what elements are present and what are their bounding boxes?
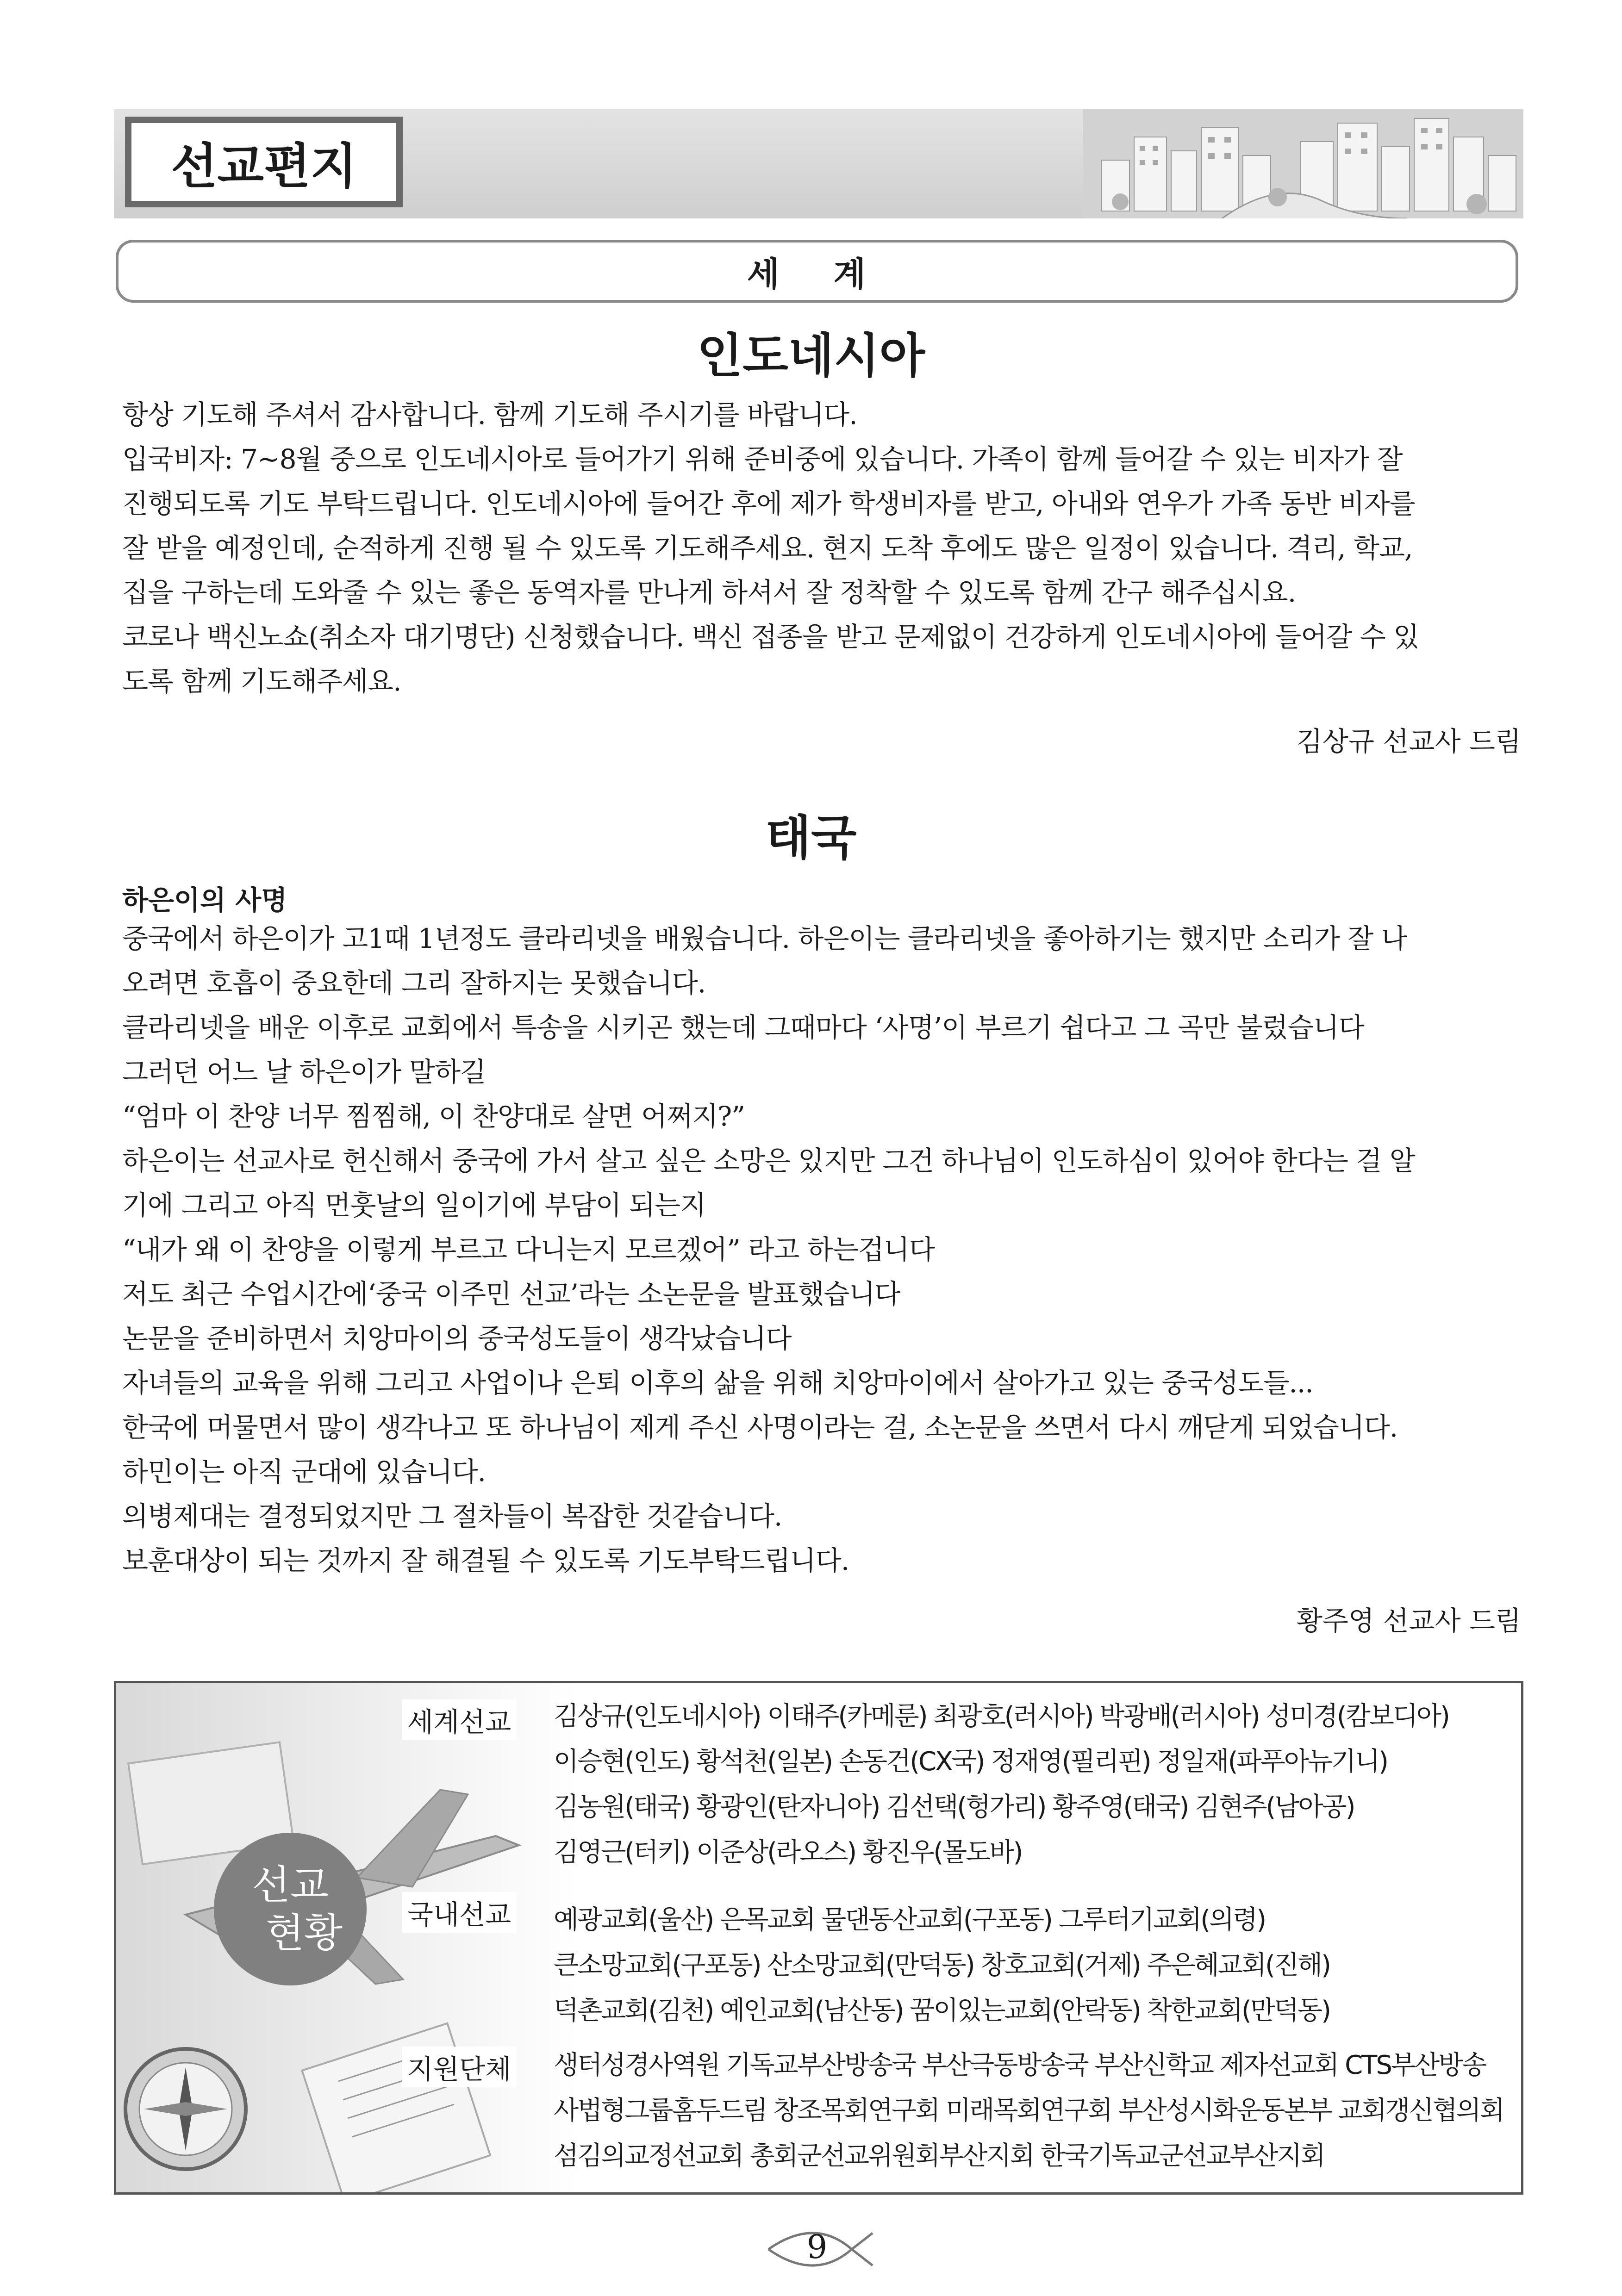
section-title-indonesia: 인도네시아 <box>697 329 925 384</box>
signature-indonesia: 김상규 선교사 드림 <box>1296 726 1521 757</box>
thailand-line: 그러던 어느 날 하은이가 말하길 <box>122 1056 486 1088</box>
thailand-line: 클라리넷을 배운 이후로 교회에서 특송을 시키곤 했는데 그때마다 ‘사명’이 부르기 쉽다고 그 곡만 불렀습니다 <box>122 1012 1364 1043</box>
world-mission-line: 김상규(인도네시아) 이태주(카메룬) 최광호(러시아) 박광배(러시아) 성미경(캄보디아) <box>554 1701 1449 1731</box>
signature-thailand: 황주영 선교사 드림 <box>1296 1605 1521 1636</box>
indonesia-line: 집을 구하는데 도와줄 수 있는 좋은 동역자를 만나게 하셔서 잘 정착할 수 있도록 함께 간구 해주십시요. <box>122 577 1296 608</box>
world-mission-line: 김농원(태국) 황광인(탄자니아) 김선택(헝가리) 황주영(태국) 김현주(남아공) <box>554 1792 1354 1822</box>
domestic-mission-line: 예광교회(울산) 은목교회 물댄동산교회(구포동) 그루터기교회(의령) <box>554 1905 1266 1935</box>
thailand-subtitle: 하은이의 사명 <box>122 884 287 916</box>
thailand-line: “엄마 이 찬양 너무 찜찜해, 이 찬양대로 살면 어쩌지?” <box>122 1101 745 1132</box>
indonesia-line: 잘 받을 예정인데, 순적하게 진행 될 수 있도록 기도해주세요. 현지 도착 후에도 많은 일정이 있습니다. 격리, 학교, <box>122 532 1413 564</box>
section-title-thailand: 태국 <box>765 811 857 866</box>
page-number: 9 <box>806 2228 828 2266</box>
indonesia-line: 코로나 백신노쇼(취소자 대기명단) 신청했습니다. 백신 접종을 받고 문제없이 건강하게 인도네시아에 들어갈 수 있 <box>122 621 1419 653</box>
support-group-line: 생터성경사역원 기독교부산방송국 부산극동방송국 부산신학교 제자선교회 CTS부산방송 <box>554 2050 1486 2080</box>
thailand-line: 한국에 머물면서 많이 생각나고 또 하나님이 제게 주신 사명이라는 걸, 소논문을 쓰면서 다시 깨닫게 되었습니다. <box>122 1412 1398 1443</box>
thailand-line: 중국에서 하은이가 고1때 1년정도 클라리넷을 배웠습니다. 하은이는 클라리넷을 좋아하기는 했지만 소리가 잘 나 <box>122 923 1407 954</box>
badge-line-1: 선교 <box>251 1862 329 1908</box>
thailand-line: 오려면 호흡이 중요한데 그리 잘하지는 못했습니다. <box>122 967 706 999</box>
thailand-line: 보훈대상이 되는 것까지 잘 해결될 수 있도록 기도부탁드립니다. <box>122 1545 849 1576</box>
thailand-line: 기에 그리고 아직 먼훗날의 일이기에 부담이 되는지 <box>122 1189 706 1221</box>
domestic-mission-line: 덕촌교회(김천) 예인교회(남산동) 꿈이있는교회(안락동) 착한교회(만덕동) <box>554 1996 1330 2026</box>
thailand-line: 의병제대는 결정되었지만 그 절차들이 복잡한 것같습니다. <box>122 1500 782 1532</box>
thailand-line: 저도 최근 수업시간에‘중국 이주민 선교’라는 소논문을 발표했습니다 <box>122 1278 900 1310</box>
thailand-line: 자녀들의 교육을 위해 그리고 사업이나 은퇴 이후의 삶을 위해 치앙마이에서 살아가고 있는 중국성도들... <box>122 1367 1313 1399</box>
city-illustration <box>1083 109 1523 218</box>
indonesia-line: 진행되도록 기도 부탁드립니다. 인도네시아에 들어간 후에 제가 학생비자를 받고, 아내와 연우가 가족 동반 비자를 <box>122 488 1415 519</box>
category-bar: 세 계 <box>116 240 1518 303</box>
label-world-mission: 세계선교 <box>402 1699 517 1740</box>
indonesia-line: 입국비자: 7~8월 중으로 인도네시아로 들어가기 위해 준비중에 있습니다. 가족이 함께 들어갈 수 있는 비자가 잘 <box>122 443 1403 475</box>
support-group-line: 섬김의교정선교회 총회군선교위원회부산지회 한국기독교군선교부산지회 <box>554 2141 1324 2171</box>
thailand-line: 논문을 준비하면서 치앙마이의 중국성도들이 생각났습니다 <box>122 1323 792 1354</box>
label-support-groups: 지원단체 <box>402 2047 517 2087</box>
world-mission-line: 김영근(터키) 이준상(라오스) 황진우(몰도바) <box>554 1837 1022 1867</box>
thailand-line: “내가 왜 이 찬양을 이렇게 부르고 다니는지 모르겠어” 라고 하는겁니다 <box>122 1234 935 1265</box>
indonesia-line: 항상 기도해 주셔서 감사합니다. 함께 기도해 주시기를 바랍니다. <box>122 399 857 430</box>
mission-status-badge <box>214 1833 367 1985</box>
world-mission-line: 이승현(인도) 황석천(일본) 손동건(CX국) 정재영(필리핀) 정일재(파푸아뉴기니) <box>554 1747 1387 1777</box>
thailand-line: 하은이는 선교사로 헌신해서 중국에 가서 살고 싶은 소망은 있지만 그건 하나님이 인도하심이 있어야 한다는 걸 알 <box>122 1145 1415 1176</box>
support-group-line: 사법형그룹홈두드림 창조목회연구회 미래목회연구회 부산성시화운동본부 교회갱신협의회 <box>554 2096 1503 2126</box>
page-title: 선교편지 <box>125 117 403 207</box>
thailand-line: 하민이는 아직 군대에 있습니다. <box>122 1456 486 1487</box>
label-domestic-mission: 국내선교 <box>402 1892 517 1933</box>
domestic-mission-line: 큰소망교회(구포동) 산소망교회(만덕동) 창호교회(거제) 주은혜교회(진해) <box>554 1950 1330 1980</box>
badge-line-2: 현황 <box>265 1910 343 1956</box>
indonesia-line: 도록 함께 기도해주세요. <box>122 666 401 697</box>
